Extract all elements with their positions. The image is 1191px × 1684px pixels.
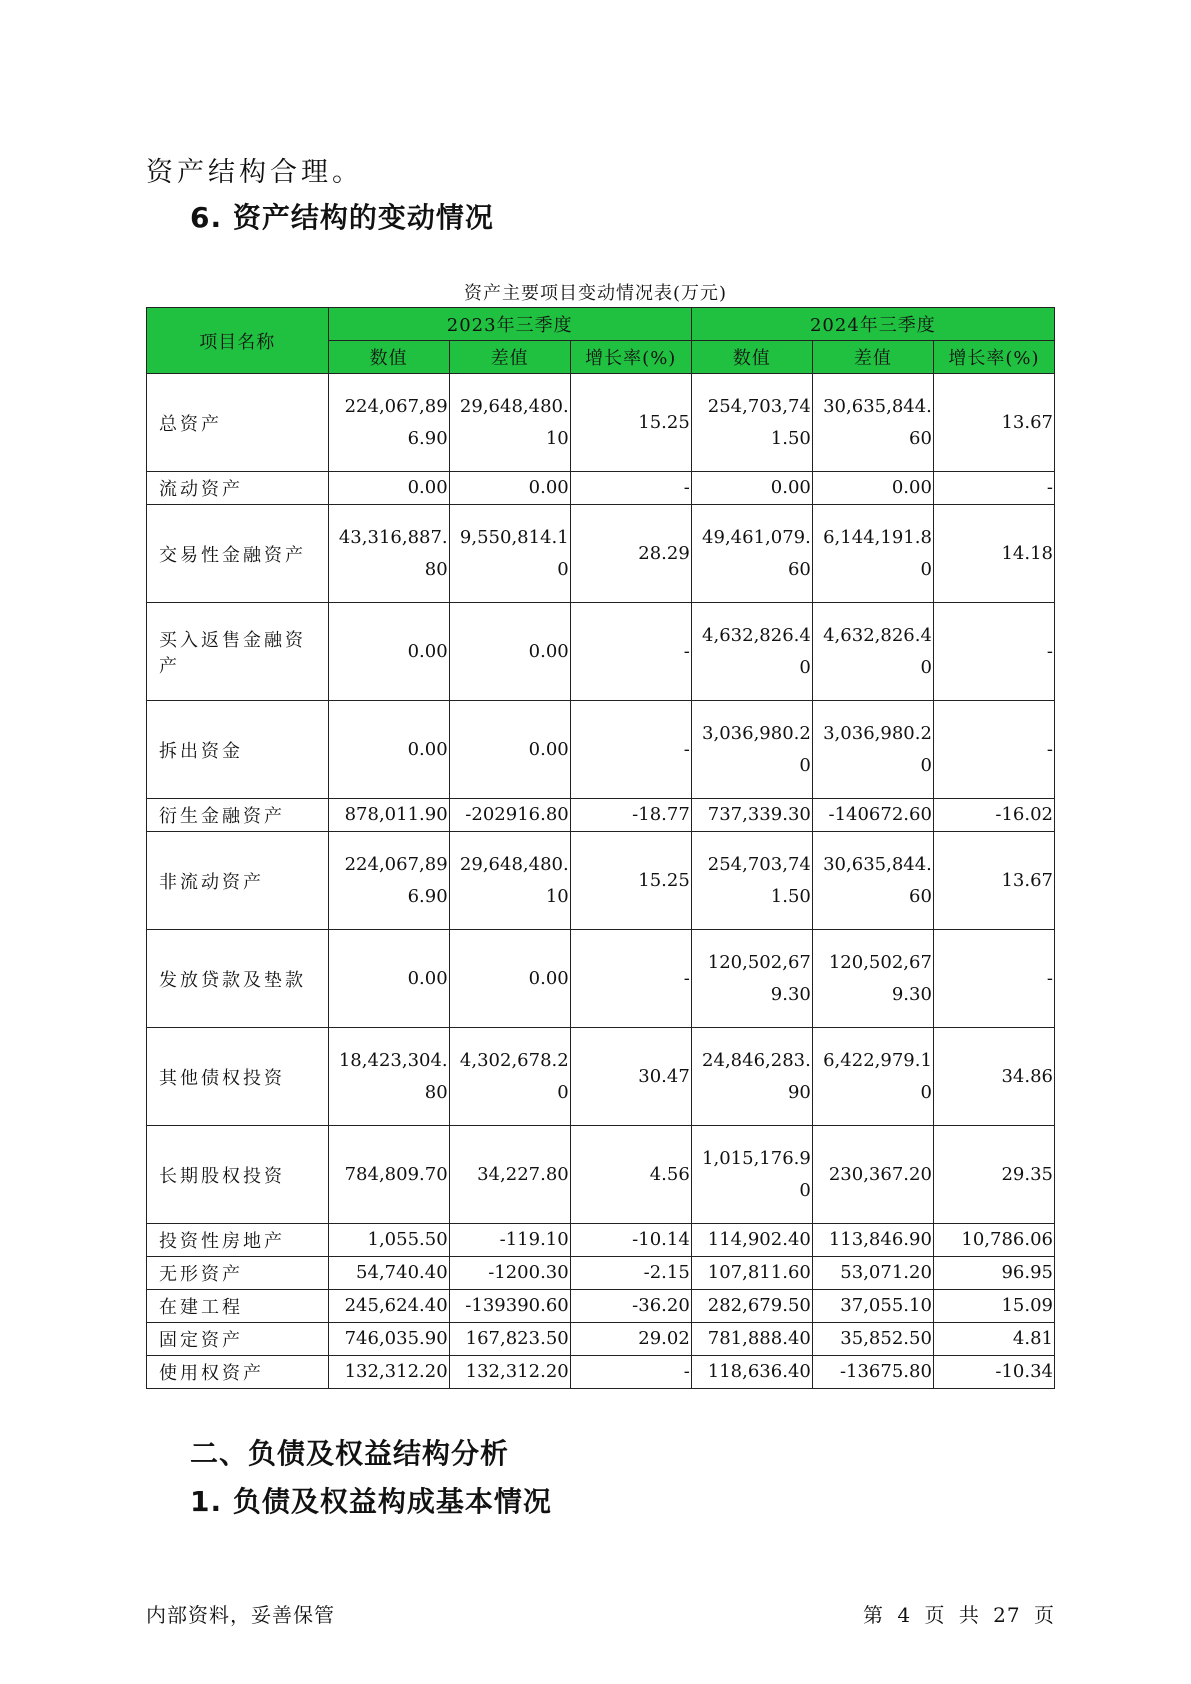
row-item-name: 投资性房地产 — [147, 1224, 329, 1257]
row-item-name: 在建工程 — [147, 1290, 329, 1323]
table-row — [147, 1126, 1055, 1224]
cell-growth-2023 — [570, 1356, 691, 1389]
table-row — [147, 1290, 1055, 1323]
row-item-name: 买入返售金融资产 — [147, 603, 329, 701]
cell-diff-2024 — [812, 1323, 933, 1356]
cell-value-2024 — [691, 1356, 812, 1389]
cell-growth-2024 — [933, 1224, 1054, 1257]
row-item-name: 交易性金融资产 — [147, 505, 329, 603]
cell-diff-2024-text: 35,852.50 — [840, 1328, 932, 1349]
cell-growth-2024-text: 4.81 — [1012, 1328, 1053, 1349]
cell-diff-2023-text: -1200.30 — [488, 1262, 569, 1283]
cell-value-2024-text: 120,502,679.30 — [707, 951, 811, 1005]
header-value-2024: 数值 — [691, 341, 812, 374]
cell-diff-2024 — [812, 505, 933, 603]
cell-value-2023 — [328, 1224, 449, 1257]
table-row — [147, 505, 1055, 603]
cell-growth-2023 — [570, 799, 691, 832]
cell-diff-2023 — [449, 930, 570, 1028]
cell-value-2024-text: 114,902.40 — [707, 1229, 811, 1250]
cell-growth-2023-text: -2.15 — [643, 1262, 690, 1283]
cell-value-2024-text: 254,703,741.50 — [707, 853, 811, 907]
cell-growth-2024 — [933, 1028, 1054, 1126]
cell-growth-2023-text: 4.56 — [649, 1163, 690, 1185]
cell-diff-2024 — [812, 1356, 933, 1389]
footer-page-number: 第 4 页 共 27 页 — [863, 1603, 1055, 1627]
cell-value-2024-text: 107,811.60 — [707, 1262, 811, 1283]
table-caption: 资产主要项目变动情况表(万元) — [463, 283, 728, 304]
cell-growth-2024-text: 15.09 — [1001, 1295, 1053, 1316]
cell-growth-2024 — [933, 1290, 1054, 1323]
cell-growth-2024 — [933, 832, 1054, 930]
cell-diff-2023-text: -202916.80 — [465, 804, 569, 825]
heading-liabilities: 二、负债及权益结构分析 — [190, 1437, 510, 1470]
cell-diff-2023-text: 29,648,480.10 — [459, 395, 569, 449]
cell-value-2024-text: 737,339.30 — [707, 804, 811, 825]
cell-diff-2023-text: -139390.60 — [465, 1295, 569, 1316]
row-item-name: 流动资产 — [147, 472, 329, 505]
cell-diff-2023 — [449, 1028, 570, 1126]
row-item-name: 发放贷款及垫款 — [147, 930, 329, 1028]
table-row — [147, 1356, 1055, 1389]
cell-value-2023-text: 18,423,304.80 — [338, 1049, 448, 1103]
cell-diff-2023 — [449, 1257, 570, 1290]
table-row — [147, 603, 1055, 701]
cell-value-2023-text: 224,067,896.90 — [344, 395, 448, 449]
cell-growth-2023-text: - — [683, 967, 690, 989]
row-item-name: 拆出资金 — [147, 701, 329, 799]
cell-diff-2024 — [812, 701, 933, 799]
cell-growth-2023 — [570, 832, 691, 930]
cell-growth-2023 — [570, 374, 691, 472]
cell-value-2023 — [328, 603, 449, 701]
cell-value-2024 — [691, 1323, 812, 1356]
cell-diff-2024 — [812, 799, 933, 832]
cell-diff-2023-text: 132,312.20 — [465, 1361, 569, 1382]
cell-growth-2023-text: 28.29 — [638, 542, 690, 564]
cell-diff-2023-text: -119.10 — [499, 1229, 569, 1250]
cell-growth-2023-text: 15.25 — [638, 411, 690, 433]
cell-growth-2023 — [570, 1257, 691, 1290]
row-item-name: 长期股权投资 — [147, 1126, 329, 1224]
cell-growth-2024-text: 13.67 — [1001, 411, 1053, 433]
cell-diff-2023 — [449, 1290, 570, 1323]
cell-growth-2024-text: 10,786.06 — [961, 1229, 1053, 1250]
cell-diff-2023 — [449, 1224, 570, 1257]
cell-diff-2024 — [812, 832, 933, 930]
cell-value-2023-text: 878,011.90 — [344, 804, 448, 825]
cell-value-2024 — [691, 1290, 812, 1323]
row-item-name: 无形资产 — [147, 1257, 329, 1290]
cell-growth-2024-text: 13.67 — [1001, 869, 1053, 891]
cell-growth-2023-text: 29.02 — [638, 1328, 690, 1349]
table-row — [147, 1323, 1055, 1356]
header-diff-2024: 差值 — [812, 341, 933, 374]
cell-growth-2023-text: -36.20 — [632, 1295, 690, 1316]
cell-growth-2023 — [570, 701, 691, 799]
header-period-2023: 2023年三季度 — [328, 308, 691, 341]
cell-diff-2023 — [449, 1323, 570, 1356]
cell-value-2023-text: 0.00 — [407, 967, 448, 989]
cell-diff-2023-text: 29,648,480.10 — [459, 853, 569, 907]
cell-value-2024 — [691, 1257, 812, 1290]
cell-diff-2024-text: 113,846.90 — [828, 1229, 932, 1250]
cell-diff-2023 — [449, 374, 570, 472]
cell-value-2023 — [328, 832, 449, 930]
cell-diff-2024 — [812, 1257, 933, 1290]
cell-value-2023 — [328, 1126, 449, 1224]
cell-diff-2023-text: 0.00 — [528, 477, 569, 498]
cell-value-2023-text: 54,740.40 — [356, 1262, 448, 1283]
cell-growth-2024 — [933, 1126, 1054, 1224]
cell-value-2023 — [328, 505, 449, 603]
cell-growth-2024-text: - — [1046, 967, 1053, 989]
cell-diff-2023 — [449, 832, 570, 930]
cell-growth-2024-text: 96.95 — [1001, 1262, 1053, 1283]
asset-change-table — [146, 307, 1055, 1389]
cell-growth-2024-text: - — [1046, 477, 1053, 498]
cell-value-2024-text: 118,636.40 — [707, 1361, 811, 1382]
header-growth-2023: 增长率(%) — [570, 341, 691, 374]
cell-value-2023-text: 1,055.50 — [367, 1229, 448, 1250]
cell-value-2023-text: 784,809.70 — [344, 1163, 448, 1185]
table-row — [147, 832, 1055, 930]
cell-diff-2024 — [812, 930, 933, 1028]
cell-growth-2023 — [570, 1290, 691, 1323]
cell-growth-2024 — [933, 374, 1054, 472]
cell-growth-2024-text: 29.35 — [1001, 1163, 1053, 1185]
cell-diff-2024-text: 4,632,826.40 — [823, 624, 932, 678]
cell-value-2023 — [328, 1290, 449, 1323]
cell-growth-2024 — [933, 1356, 1054, 1389]
header-diff-2023: 差值 — [449, 341, 570, 374]
cell-growth-2024 — [933, 799, 1054, 832]
cell-diff-2023 — [449, 799, 570, 832]
cell-value-2024-text: 282,679.50 — [707, 1295, 811, 1316]
cell-diff-2024 — [812, 1126, 933, 1224]
cell-value-2024 — [691, 832, 812, 930]
cell-diff-2023-text: 167,823.50 — [465, 1328, 569, 1349]
cell-value-2024 — [691, 701, 812, 799]
cell-diff-2024 — [812, 1290, 933, 1323]
cell-value-2023 — [328, 1028, 449, 1126]
cell-value-2023-text: 0.00 — [407, 640, 448, 662]
cell-value-2023 — [328, 701, 449, 799]
table-row — [147, 1224, 1055, 1257]
cell-growth-2024-text: 34.86 — [1001, 1065, 1053, 1087]
cell-value-2023 — [328, 374, 449, 472]
cell-growth-2023 — [570, 1323, 691, 1356]
cell-diff-2023-text: 0.00 — [528, 738, 569, 760]
header-period-2024: 2024年三季度 — [691, 308, 1054, 341]
footer-confidential: 内部资料，妥善保管 — [146, 1603, 335, 1627]
cell-growth-2023 — [570, 472, 691, 505]
cell-value-2024 — [691, 799, 812, 832]
cell-value-2023 — [328, 930, 449, 1028]
header-item-name: 项目名称 — [147, 308, 329, 374]
cell-diff-2023-text: 0.00 — [528, 967, 569, 989]
cell-growth-2023 — [570, 1028, 691, 1126]
cell-value-2023-text: 0.00 — [407, 477, 448, 498]
section-heading: 6. 资产结构的变动情况 — [190, 201, 494, 234]
row-item-name: 使用权资产 — [147, 1356, 329, 1389]
cell-value-2024 — [691, 1224, 812, 1257]
intro-text: 资产结构合理。 — [146, 157, 363, 188]
table-row — [147, 1257, 1055, 1290]
header-growth-2024: 增长率(%) — [933, 341, 1054, 374]
cell-diff-2024 — [812, 1028, 933, 1126]
cell-diff-2023-text: 0.00 — [528, 640, 569, 662]
cell-diff-2024-text: 30,635,844.60 — [823, 853, 932, 907]
cell-growth-2024 — [933, 701, 1054, 799]
cell-value-2024-text: 254,703,741.50 — [707, 395, 811, 449]
header-value-2023: 数值 — [328, 341, 449, 374]
table-row — [147, 1028, 1055, 1126]
cell-growth-2023-text: - — [683, 477, 690, 498]
cell-value-2024 — [691, 472, 812, 505]
row-item-name: 非流动资产 — [147, 832, 329, 930]
cell-diff-2024-text: 30,635,844.60 — [823, 395, 932, 449]
cell-growth-2023 — [570, 603, 691, 701]
cell-growth-2023-text: - — [683, 1361, 690, 1382]
cell-value-2024 — [691, 930, 812, 1028]
cell-value-2023-text: 132,312.20 — [344, 1361, 448, 1382]
cell-diff-2023-text: 9,550,814.10 — [459, 526, 569, 580]
cell-diff-2024-text: 230,367.20 — [828, 1163, 932, 1185]
cell-diff-2024 — [812, 603, 933, 701]
cell-growth-2023-text: 30.47 — [638, 1065, 690, 1087]
cell-growth-2024 — [933, 930, 1054, 1028]
cell-growth-2024-text: - — [1046, 738, 1053, 760]
cell-growth-2023 — [570, 930, 691, 1028]
cell-value-2024-text: 24,846,283.90 — [702, 1049, 811, 1103]
cell-diff-2024-text: 53,071.20 — [840, 1262, 932, 1283]
cell-growth-2023-text: -18.77 — [632, 804, 690, 825]
row-item-name: 衍生金融资产 — [147, 799, 329, 832]
cell-growth-2023 — [570, 1126, 691, 1224]
cell-value-2023 — [328, 1257, 449, 1290]
cell-value-2024 — [691, 505, 812, 603]
cell-value-2024-text: 3,036,980.20 — [702, 722, 811, 776]
cell-diff-2024-text: 120,502,679.30 — [828, 951, 932, 1005]
cell-value-2023-text: 746,035.90 — [344, 1328, 448, 1349]
cell-growth-2023 — [570, 505, 691, 603]
cell-growth-2023 — [570, 1224, 691, 1257]
cell-growth-2023-text: - — [683, 640, 690, 662]
table-row — [147, 374, 1055, 472]
cell-value-2023 — [328, 1323, 449, 1356]
cell-diff-2024 — [812, 374, 933, 472]
cell-growth-2024 — [933, 1257, 1054, 1290]
cell-diff-2024 — [812, 1224, 933, 1257]
table-row — [147, 799, 1055, 832]
cell-diff-2023 — [449, 1126, 570, 1224]
cell-value-2023-text: 245,624.40 — [344, 1295, 448, 1316]
cell-value-2023 — [328, 1356, 449, 1389]
cell-diff-2023 — [449, 505, 570, 603]
cell-value-2024 — [691, 603, 812, 701]
cell-value-2024 — [691, 374, 812, 472]
cell-diff-2024-text: 6,144,191.80 — [823, 526, 932, 580]
cell-value-2023-text: 224,067,896.90 — [344, 853, 448, 907]
cell-diff-2024-text: 6,422,979.10 — [823, 1049, 932, 1103]
cell-value-2024 — [691, 1126, 812, 1224]
cell-diff-2023 — [449, 472, 570, 505]
cell-growth-2024-text: -16.02 — [995, 804, 1053, 825]
cell-growth-2024-text: - — [1046, 640, 1053, 662]
cell-diff-2024 — [812, 472, 933, 505]
cell-growth-2024 — [933, 1323, 1054, 1356]
cell-value-2024-text: 49,461,079.60 — [702, 526, 811, 580]
row-item-name: 其他债权投资 — [147, 1028, 329, 1126]
row-item-name: 固定资产 — [147, 1323, 329, 1356]
cell-diff-2024-text: -13675.80 — [839, 1361, 932, 1382]
table-row — [147, 472, 1055, 505]
cell-diff-2024-text: 37,055.10 — [840, 1295, 932, 1316]
cell-diff-2024-text: 0.00 — [891, 477, 932, 498]
cell-diff-2024-text: 3,036,980.20 — [823, 722, 932, 776]
cell-value-2024-text: 4,632,826.40 — [702, 624, 811, 678]
cell-growth-2024 — [933, 505, 1054, 603]
cell-value-2023-text: 43,316,887.80 — [338, 526, 448, 580]
cell-growth-2024-text: 14.18 — [1001, 542, 1053, 564]
cell-growth-2023-text: 15.25 — [638, 869, 690, 891]
cell-value-2024-text: 781,888.40 — [707, 1328, 811, 1349]
heading-liabilities-basic: 1. 负债及权益构成基本情况 — [190, 1485, 552, 1518]
cell-value-2024 — [691, 1028, 812, 1126]
table-row — [147, 701, 1055, 799]
cell-value-2024-text: 0.00 — [770, 477, 811, 498]
row-item-name: 总资产 — [147, 374, 329, 472]
cell-growth-2023-text: -10.14 — [632, 1229, 690, 1250]
cell-growth-2023-text: - — [683, 738, 690, 760]
cell-growth-2024 — [933, 472, 1054, 505]
cell-diff-2023 — [449, 701, 570, 799]
cell-value-2023 — [328, 799, 449, 832]
cell-diff-2023-text: 4,302,678.20 — [459, 1049, 569, 1103]
cell-diff-2023 — [449, 1356, 570, 1389]
cell-value-2024-text: 1,015,176.90 — [702, 1147, 811, 1201]
cell-diff-2024-text: -140672.60 — [828, 804, 932, 825]
cell-value-2023 — [328, 472, 449, 505]
cell-value-2023-text: 0.00 — [407, 738, 448, 760]
cell-diff-2023 — [449, 603, 570, 701]
cell-growth-2024 — [933, 603, 1054, 701]
table-row — [147, 930, 1055, 1028]
cell-diff-2023-text: 34,227.80 — [477, 1163, 569, 1185]
cell-growth-2024-text: -10.34 — [995, 1361, 1053, 1382]
